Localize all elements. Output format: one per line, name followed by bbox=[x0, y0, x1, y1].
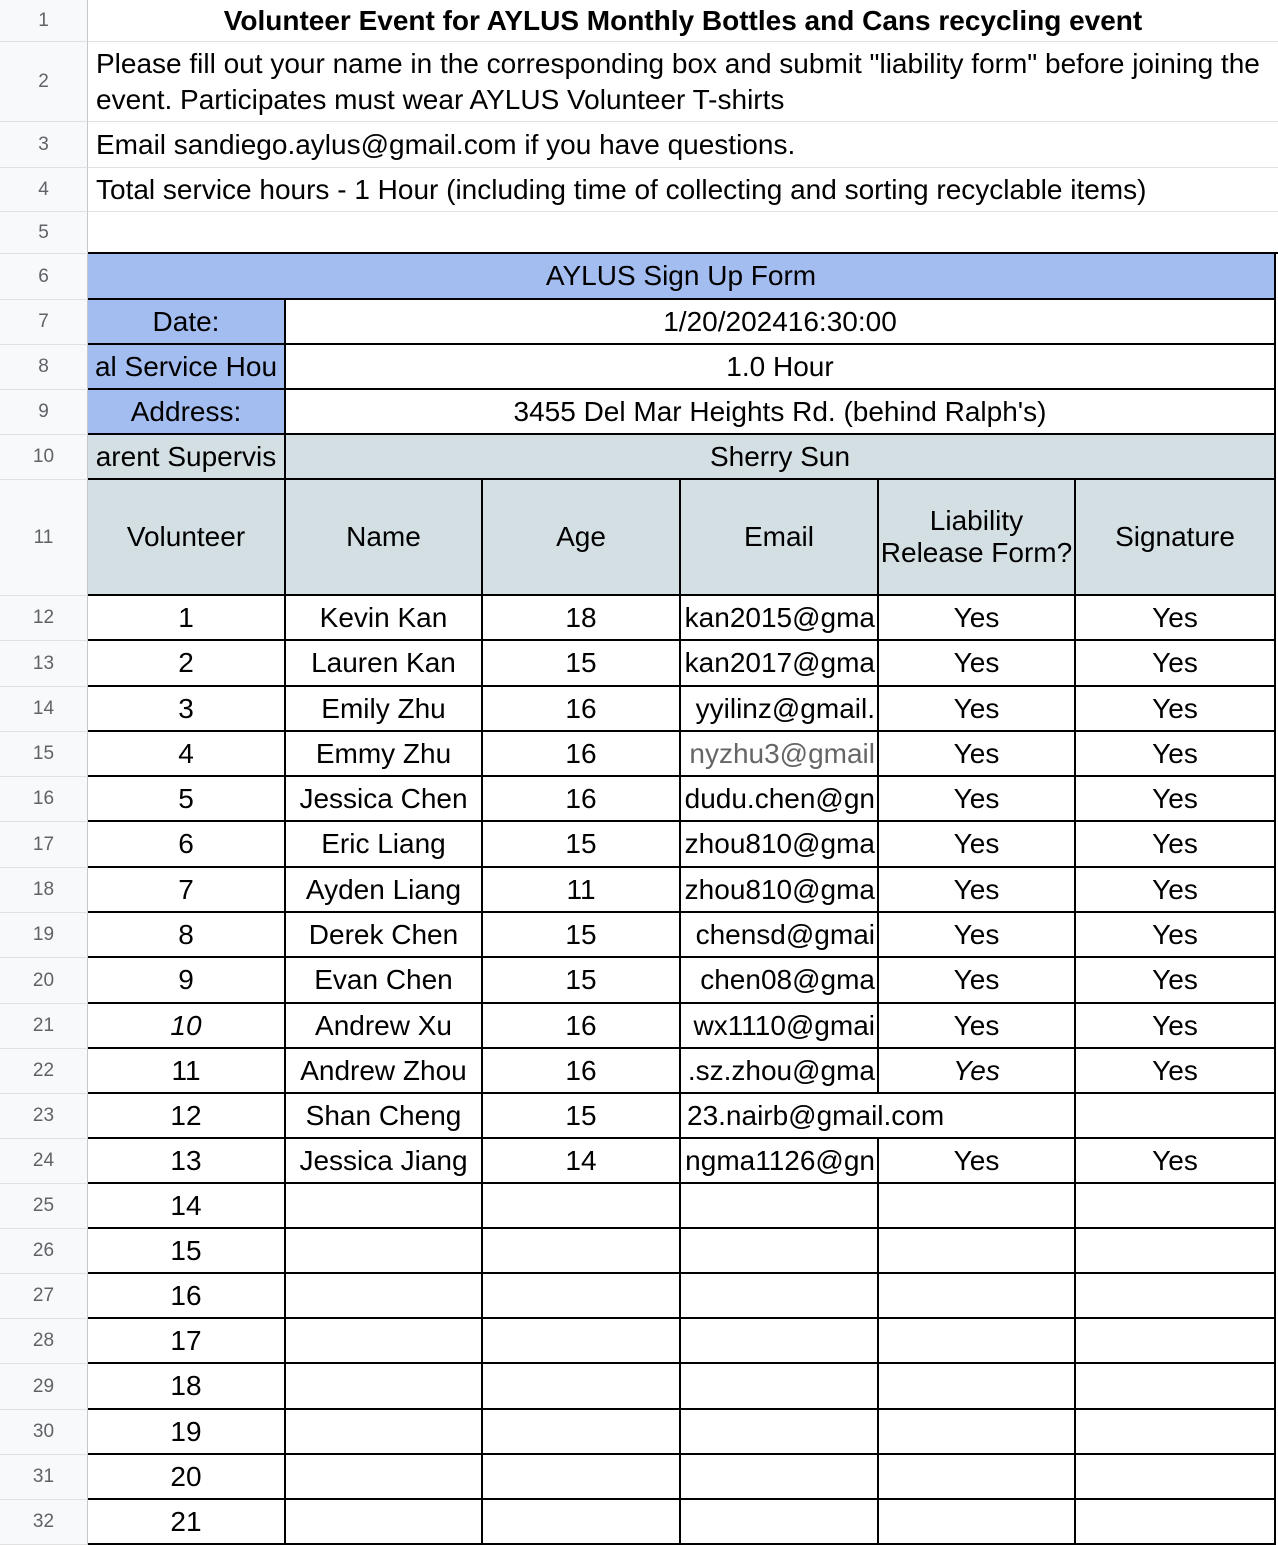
volunteer-email-cell[interactable] bbox=[681, 1184, 879, 1229]
volunteer-number-cell[interactable]: 14 bbox=[88, 1184, 286, 1229]
volunteer-email-cell[interactable] bbox=[681, 1410, 879, 1455]
liability-form-cell[interactable]: Yes bbox=[879, 913, 1076, 958]
row-header[interactable]: 3 bbox=[0, 122, 88, 168]
volunteer-age-cell[interactable]: 15 bbox=[483, 1094, 681, 1139]
signature-cell[interactable]: Yes bbox=[1076, 958, 1276, 1004]
signature-cell[interactable]: Yes bbox=[1076, 1139, 1276, 1184]
liability-form-cell[interactable] bbox=[879, 1274, 1076, 1319]
liability-form-cell[interactable]: Yes bbox=[879, 958, 1076, 1004]
signature-cell[interactable]: Yes bbox=[1076, 1004, 1276, 1049]
signature-cell[interactable] bbox=[1076, 1274, 1276, 1319]
volunteer-number-cell[interactable]: 15 bbox=[88, 1229, 286, 1274]
volunteer-age-cell[interactable]: 16 bbox=[483, 687, 681, 732]
row-cells bbox=[88, 390, 1278, 435]
table-row bbox=[0, 822, 1278, 868]
volunteer-number-cell[interactable]: 11 bbox=[88, 1049, 286, 1094]
volunteer-age-cell[interactable] bbox=[483, 1500, 681, 1545]
liability-form-cell[interactable]: Yes bbox=[879, 687, 1076, 732]
sheet-row-7 bbox=[0, 300, 1278, 345]
table-row bbox=[0, 913, 1278, 958]
sheet-row-5 bbox=[0, 212, 1278, 254]
row-header[interactable]: 17 bbox=[0, 822, 88, 868]
signature-cell[interactable]: Yes bbox=[1076, 868, 1276, 913]
row-cells bbox=[88, 254, 1278, 300]
liability-form-cell[interactable]: Yes bbox=[879, 868, 1076, 913]
sheet-row-9 bbox=[0, 390, 1278, 435]
row-cells bbox=[88, 300, 1278, 345]
liability-form-cell[interactable]: Yes bbox=[879, 1049, 1076, 1094]
table-row bbox=[0, 868, 1278, 913]
volunteer-name-cell[interactable] bbox=[286, 1319, 483, 1364]
row-cells bbox=[88, 596, 1278, 641]
volunteer-email-cell[interactable] bbox=[681, 1364, 879, 1410]
volunteer-email-cell[interactable]: dudu.chen@gn bbox=[681, 777, 879, 822]
volunteer-email-cell[interactable]: .sz.zhou@gma bbox=[681, 1049, 879, 1094]
table-row bbox=[0, 732, 1278, 777]
volunteer-name-cell[interactable]: Andrew Zhou bbox=[286, 1049, 483, 1094]
column-header-email[interactable]: Email bbox=[681, 480, 879, 596]
volunteer-number-cell[interactable]: 18 bbox=[88, 1364, 286, 1410]
signature-cell[interactable]: Yes bbox=[1076, 596, 1276, 641]
volunteer-email-cell[interactable] bbox=[681, 1229, 879, 1274]
row-cells bbox=[88, 1455, 1278, 1500]
row-header[interactable]: 9 bbox=[0, 390, 88, 435]
table-row bbox=[0, 1500, 1278, 1545]
liability-form-cell[interactable] bbox=[879, 1184, 1076, 1229]
volunteer-number-cell[interactable]: 13 bbox=[88, 1139, 286, 1184]
volunteer-age-cell[interactable]: 15 bbox=[483, 822, 681, 868]
volunteer-email-cell[interactable]: kan2017@gma bbox=[681, 641, 879, 687]
row-header[interactable]: 19 bbox=[0, 913, 88, 958]
row-header[interactable]: 11 bbox=[0, 480, 88, 596]
table-row bbox=[0, 1094, 1278, 1139]
row-cells bbox=[88, 1184, 1278, 1229]
row-cells bbox=[88, 1364, 1278, 1410]
table-row bbox=[0, 1004, 1278, 1049]
volunteer-age-cell[interactable] bbox=[483, 1184, 681, 1229]
row-cells bbox=[88, 168, 1278, 212]
sheet-row-8 bbox=[0, 345, 1278, 390]
volunteer-name-cell[interactable] bbox=[286, 1274, 483, 1319]
volunteer-email-cell[interactable] bbox=[681, 1319, 879, 1364]
signature-cell[interactable]: Yes bbox=[1076, 1049, 1276, 1094]
volunteer-name-cell[interactable]: Kevin Kan bbox=[286, 596, 483, 641]
table-row bbox=[0, 1229, 1278, 1274]
row-header[interactable]: 24 bbox=[0, 1139, 88, 1184]
volunteer-name-cell[interactable]: Emmy Zhu bbox=[286, 732, 483, 777]
liability-form-cell[interactable] bbox=[879, 1500, 1076, 1545]
volunteer-number-cell[interactable]: 9 bbox=[88, 958, 286, 1004]
row-header[interactable]: 28 bbox=[0, 1319, 88, 1364]
row-header[interactable]: 32 bbox=[0, 1500, 88, 1545]
volunteer-age-cell[interactable] bbox=[483, 1455, 681, 1500]
row-cells bbox=[88, 0, 1278, 42]
row-cells bbox=[88, 1274, 1278, 1319]
row-header[interactable]: 30 bbox=[0, 1410, 88, 1455]
volunteer-age-cell[interactable]: 16 bbox=[483, 777, 681, 822]
row-cells bbox=[88, 1004, 1278, 1049]
volunteer-email-cell[interactable]: zhou810@gma bbox=[681, 822, 879, 868]
sheet-row-4 bbox=[0, 168, 1278, 212]
volunteer-number-cell[interactable]: 20 bbox=[88, 1455, 286, 1500]
sheet-row-1 bbox=[0, 0, 1278, 42]
row-header[interactable]: 14 bbox=[0, 687, 88, 732]
volunteer-age-cell[interactable]: 16 bbox=[483, 732, 681, 777]
row-header[interactable]: 2 bbox=[0, 42, 88, 122]
row-cells bbox=[88, 913, 1278, 958]
row-cells bbox=[88, 1500, 1278, 1545]
volunteer-name-cell[interactable]: Ayden Liang bbox=[286, 868, 483, 913]
volunteer-number-cell[interactable]: 5 bbox=[88, 777, 286, 822]
row-header[interactable]: 23 bbox=[0, 1094, 88, 1139]
volunteer-name-cell[interactable]: Eric Liang bbox=[286, 822, 483, 868]
table-row bbox=[0, 1455, 1278, 1500]
volunteer-age-cell[interactable]: 15 bbox=[483, 641, 681, 687]
volunteer-age-cell[interactable]: 16 bbox=[483, 1049, 681, 1094]
empty-row-cell[interactable] bbox=[88, 212, 1278, 254]
volunteer-age-cell[interactable] bbox=[483, 1274, 681, 1319]
signature-cell[interactable]: Yes bbox=[1076, 641, 1276, 687]
volunteer-email-cell[interactable]: zhou810@gma bbox=[681, 868, 879, 913]
signature-cell[interactable]: Yes bbox=[1076, 777, 1276, 822]
signature-cell[interactable] bbox=[1076, 1455, 1276, 1500]
row-cells bbox=[88, 122, 1278, 168]
volunteer-email-cell[interactable]: chensd@gmai bbox=[681, 913, 879, 958]
row-header[interactable]: 4 bbox=[0, 168, 88, 212]
sheet-row-3 bbox=[0, 122, 1278, 168]
signature-cell[interactable]: Yes bbox=[1076, 732, 1276, 777]
volunteer-name-cell[interactable] bbox=[286, 1455, 483, 1500]
signature-cell[interactable] bbox=[1076, 1319, 1276, 1364]
page-title[interactable]: Volunteer Event for AYLUS Monthly Bottles and Cans recycling event bbox=[223, 4, 1143, 36]
signature-cell[interactable] bbox=[1076, 1229, 1276, 1274]
sheet-row-2 bbox=[0, 42, 1278, 122]
volunteer-email-cell[interactable]: kan2015@gma bbox=[681, 596, 879, 641]
table-row bbox=[0, 1184, 1278, 1229]
volunteer-number-cell[interactable]: 19 bbox=[88, 1410, 286, 1455]
row-cells bbox=[88, 1094, 1278, 1139]
row-cells bbox=[88, 435, 1278, 480]
liability-form-cell[interactable] bbox=[879, 1229, 1076, 1274]
column-header-liability[interactable]: Liability Release Form? bbox=[879, 480, 1076, 596]
volunteer-name-cell[interactable] bbox=[286, 1184, 483, 1229]
table-row bbox=[0, 1274, 1278, 1319]
volunteer-name-cell[interactable] bbox=[286, 1410, 483, 1455]
signature-cell[interactable] bbox=[1076, 1184, 1276, 1229]
row-cells bbox=[88, 822, 1278, 868]
volunteer-age-cell[interactable]: 11 bbox=[483, 868, 681, 913]
row-cells bbox=[88, 1139, 1278, 1184]
table-row bbox=[0, 1049, 1278, 1094]
row-header[interactable]: 22 bbox=[0, 1049, 88, 1094]
row-header[interactable]: 16 bbox=[0, 777, 88, 822]
volunteer-name-cell[interactable]: Jessica Jiang bbox=[286, 1139, 483, 1184]
signature-cell[interactable]: Yes bbox=[1076, 913, 1276, 958]
volunteer-number-cell[interactable]: 7 bbox=[88, 868, 286, 913]
volunteer-name-cell[interactable] bbox=[286, 1229, 483, 1274]
liability-form-cell[interactable]: Yes bbox=[879, 777, 1076, 822]
service-hours-text[interactable]: Total service hours - 1 Hour (including time of collecting and sorting recyclable items) bbox=[96, 173, 1147, 205]
row-header[interactable]: 10 bbox=[0, 435, 88, 480]
volunteer-name-cell[interactable]: Emily Zhu bbox=[286, 687, 483, 732]
row-cells bbox=[88, 42, 1278, 122]
row-header[interactable]: 12 bbox=[0, 596, 88, 641]
row-header[interactable]: 21 bbox=[0, 1004, 88, 1049]
sheet-row-11 bbox=[0, 480, 1278, 596]
volunteer-number-cell[interactable]: 3 bbox=[88, 687, 286, 732]
volunteer-email-cell[interactable] bbox=[681, 1274, 879, 1319]
volunteer-email-cell[interactable]: wx1110@gmai bbox=[681, 1004, 879, 1049]
table-row bbox=[0, 1364, 1278, 1410]
column-header-name[interactable]: Name bbox=[286, 480, 483, 596]
volunteer-age-cell[interactable] bbox=[483, 1410, 681, 1455]
volunteer-age-cell[interactable]: 14 bbox=[483, 1139, 681, 1184]
signature-cell[interactable] bbox=[1076, 1410, 1276, 1455]
volunteer-age-cell[interactable]: 15 bbox=[483, 913, 681, 958]
volunteer-email-cell[interactable] bbox=[681, 1500, 879, 1545]
supervisor-label[interactable]: arent Supervis bbox=[88, 435, 286, 480]
liability-form-cell[interactable]: Yes bbox=[879, 822, 1076, 868]
row-header[interactable]: 8 bbox=[0, 345, 88, 390]
volunteer-number-cell[interactable]: 10 bbox=[88, 1004, 286, 1049]
row-header[interactable]: 29 bbox=[0, 1364, 88, 1410]
row-cells bbox=[88, 345, 1278, 390]
row-cells bbox=[88, 687, 1278, 732]
row-cells bbox=[88, 1049, 1278, 1094]
table-header-row bbox=[88, 480, 1278, 596]
liability-form-cell[interactable] bbox=[879, 1455, 1076, 1500]
row-header[interactable]: 27 bbox=[0, 1274, 88, 1319]
row-cells bbox=[88, 1319, 1278, 1364]
table-row bbox=[0, 958, 1278, 1004]
liability-form-cell[interactable]: Yes bbox=[879, 732, 1076, 777]
table-row bbox=[0, 1139, 1278, 1184]
volunteer-number-cell[interactable]: 16 bbox=[88, 1274, 286, 1319]
row-header[interactable]: 26 bbox=[0, 1229, 88, 1274]
volunteer-age-cell[interactable]: 18 bbox=[483, 596, 681, 641]
service-hours-value[interactable]: 1.0 Hour bbox=[286, 345, 1276, 390]
volunteer-email-cell[interactable]: chen08@gma bbox=[681, 958, 879, 1004]
table-row bbox=[0, 1319, 1278, 1364]
signature-cell[interactable] bbox=[1076, 1364, 1276, 1410]
address-label[interactable]: Address: bbox=[88, 390, 286, 435]
date-value[interactable]: 1/20/202416:30:00 bbox=[286, 300, 1276, 345]
row-header[interactable]: 7 bbox=[0, 300, 88, 345]
row-header[interactable]: 31 bbox=[0, 1455, 88, 1500]
volunteer-number-cell[interactable]: 6 bbox=[88, 822, 286, 868]
liability-form-cell[interactable]: Yes bbox=[879, 1139, 1076, 1184]
contact-email-text[interactable]: Email sandiego.aylus@gmail.com if you have questions. bbox=[96, 128, 796, 160]
row-header[interactable]: 13 bbox=[0, 641, 88, 687]
column-header-age[interactable]: Age bbox=[483, 480, 681, 596]
date-label[interactable]: Date: bbox=[88, 300, 286, 345]
signature-cell[interactable]: Yes bbox=[1076, 822, 1276, 868]
signature-cell[interactable]: Yes bbox=[1076, 687, 1276, 732]
row-header[interactable]: 6 bbox=[0, 254, 88, 300]
signature-cell[interactable] bbox=[1076, 1500, 1276, 1545]
column-header-volunteer[interactable]: Volunteer bbox=[88, 480, 286, 596]
table-row bbox=[0, 777, 1278, 822]
volunteer-name-cell[interactable]: Derek Chen bbox=[286, 913, 483, 958]
volunteer-number-cell[interactable]: 12 bbox=[88, 1094, 286, 1139]
volunteer-name-cell[interactable] bbox=[286, 1364, 483, 1410]
address-value[interactable]: 3455 Del Mar Heights Rd. (behind Ralph's) bbox=[286, 390, 1276, 435]
form-header[interactable]: AYLUS Sign Up Form bbox=[88, 254, 1276, 300]
volunteer-age-cell[interactable] bbox=[483, 1364, 681, 1410]
volunteer-age-cell[interactable]: 16 bbox=[483, 1004, 681, 1049]
volunteer-name-cell[interactable]: Lauren Kan bbox=[286, 641, 483, 687]
volunteer-email-cell[interactable]: yyilinz@gmail. bbox=[681, 687, 879, 732]
row-cells bbox=[88, 777, 1278, 822]
volunteer-number-cell[interactable]: 2 bbox=[88, 641, 286, 687]
volunteer-email-cell[interactable] bbox=[681, 1455, 879, 1500]
volunteer-name-cell[interactable]: Andrew Xu bbox=[286, 1004, 483, 1049]
liability-form-cell[interactable] bbox=[879, 1364, 1076, 1410]
volunteer-age-cell[interactable] bbox=[483, 1319, 681, 1364]
instructions-text[interactable]: Please fill out your name in the corresponding box and submit "liability form" before joining the event. Participates must wear AYLUS Volunteer T-shirts bbox=[96, 47, 1260, 115]
liability-form-cell[interactable]: Yes bbox=[879, 596, 1076, 641]
service-hours-label[interactable]: al Service Hou bbox=[88, 345, 286, 390]
row-header[interactable]: 5 bbox=[0, 212, 88, 254]
row-header[interactable]: 15 bbox=[0, 732, 88, 777]
liability-form-cell[interactable] bbox=[879, 1319, 1076, 1364]
row-header[interactable]: 20 bbox=[0, 958, 88, 1004]
volunteer-name-cell[interactable]: Shan Cheng bbox=[286, 1094, 483, 1139]
row-cells bbox=[88, 958, 1278, 1004]
volunteer-email-cell[interactable]: ngma1126@gn bbox=[681, 1139, 879, 1184]
row-cells bbox=[88, 1229, 1278, 1274]
table-row bbox=[0, 1410, 1278, 1455]
table-row bbox=[0, 641, 1278, 687]
sheet-row-6 bbox=[0, 254, 1278, 300]
table-row bbox=[0, 687, 1278, 732]
liability-form-cell[interactable]: Yes bbox=[879, 1004, 1076, 1049]
volunteer-number-cell[interactable]: 8 bbox=[88, 913, 286, 958]
volunteer-number-cell[interactable]: 17 bbox=[88, 1319, 286, 1364]
row-header[interactable]: 25 bbox=[0, 1184, 88, 1229]
column-header-signature[interactable]: Signature bbox=[1076, 480, 1276, 596]
volunteer-email-cell[interactable]: 23.nairb@gmail.com bbox=[681, 1094, 1076, 1139]
liability-form-cell[interactable] bbox=[879, 1410, 1076, 1455]
volunteer-email-cell[interactable]: nyzhu3@gmail bbox=[681, 732, 879, 777]
volunteer-name-cell[interactable]: Evan Chen bbox=[286, 958, 483, 1004]
sheet-row-10 bbox=[0, 435, 1278, 480]
row-cells bbox=[88, 1410, 1278, 1455]
volunteer-name-cell[interactable]: Jessica Chen bbox=[286, 777, 483, 822]
volunteer-number-cell[interactable]: 4 bbox=[88, 732, 286, 777]
row-cells bbox=[88, 641, 1278, 687]
signature-cell[interactable] bbox=[1076, 1094, 1276, 1139]
volunteer-age-cell[interactable] bbox=[483, 1229, 681, 1274]
volunteer-number-cell[interactable]: 1 bbox=[88, 596, 286, 641]
volunteer-number-cell[interactable]: 21 bbox=[88, 1500, 286, 1545]
table-row bbox=[0, 596, 1278, 641]
row-header[interactable]: 1 bbox=[0, 0, 88, 42]
liability-form-cell[interactable]: Yes bbox=[879, 641, 1076, 687]
volunteer-name-cell[interactable] bbox=[286, 1500, 483, 1545]
row-header[interactable]: 18 bbox=[0, 868, 88, 913]
row-cells bbox=[88, 868, 1278, 913]
supervisor-value[interactable]: Sherry Sun bbox=[286, 435, 1276, 480]
volunteer-age-cell[interactable]: 15 bbox=[483, 958, 681, 1004]
row-cells bbox=[88, 732, 1278, 777]
